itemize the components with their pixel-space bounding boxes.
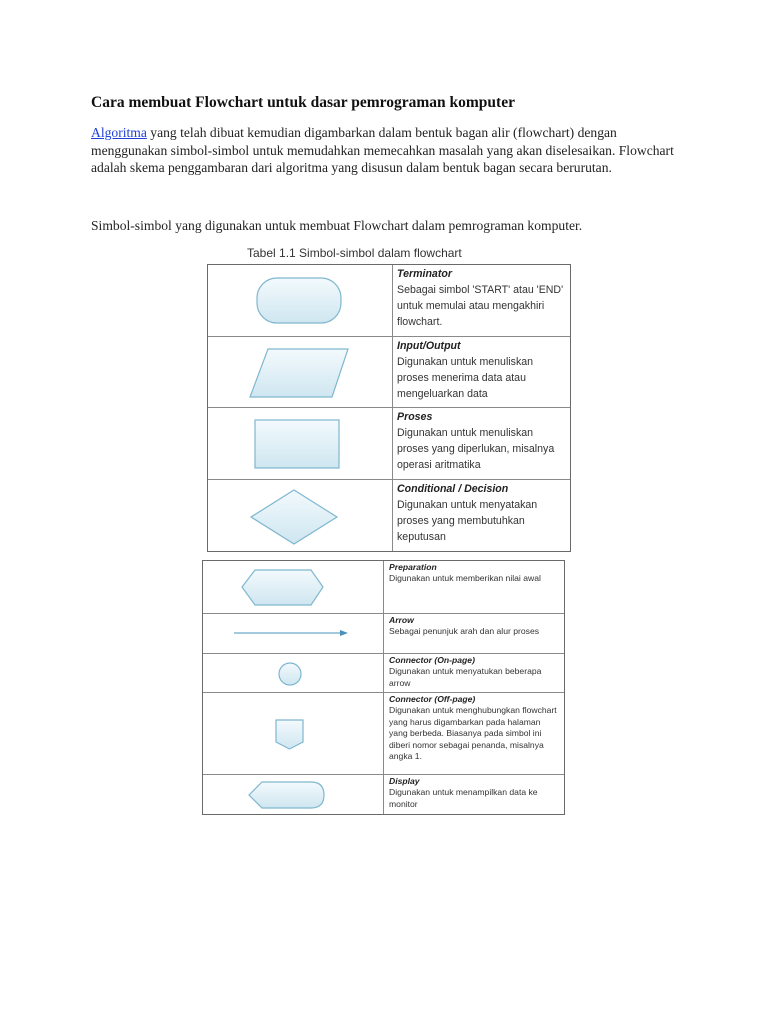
table-row-terminator [208, 265, 570, 337]
decision-shape-icon [208, 480, 392, 551]
symbol-name: Arrow [389, 615, 414, 625]
off-page-connector-shape-icon [203, 693, 383, 774]
symbol-description: Sebagai penunjuk arah dan alur proses [389, 626, 540, 637]
symbol-description: Digunakan untuk menghubungkan flowchart yang harus digambarkan pada halaman yang berbeda. Biasanya pada simbol ini diberi nomor sebagai penanda, misalnya angka 1. [389, 705, 557, 762]
row-text [389, 694, 561, 762]
input-output-shape-icon [208, 337, 392, 407]
symbol-name: Terminator [397, 268, 452, 280]
table-row-decision [208, 480, 570, 551]
process-shape-icon [208, 408, 392, 479]
row-text [389, 562, 561, 585]
preparation-shape-icon [203, 561, 383, 613]
row-text [389, 615, 561, 638]
symbol-name: Connector (Off-page) [389, 694, 476, 704]
row-text [397, 409, 567, 473]
symbols-table-2 [202, 560, 565, 815]
symbols-intro-paragraph: Simbol-simbol yang digunakan untuk membuat Flowchart dalam pemrograman komputer. [91, 218, 583, 233]
intro-text: yang telah dibuat kemudian digambarkan dalam bentuk bagan alir (flowchart) dengan menggunakan simbol-simbol untuk memudahkan memecahkan masalah yang akan diselesaikan. Flowchart adalah skema penggambaran dari algoritma yang disusun dalam bentuk bagan secara berurutan. [91, 125, 674, 175]
symbol-name: Input/Output [397, 340, 461, 352]
table-caption: Tabel 1.1 Simbol-simbol dalam flowchart [247, 246, 462, 260]
display-shape-icon [203, 775, 383, 814]
arrow-shape-icon [203, 614, 383, 653]
table-row-input-output [208, 337, 570, 408]
symbol-description: Digunakan untuk menuliskan proses yang diperlukan, misalnya operasi aritmatika [397, 427, 555, 471]
table-row-preparation [203, 561, 564, 614]
symbol-description: Digunakan untuk menyatakan proses yang membutuhkan keputusan [397, 499, 538, 543]
symbol-description: Digunakan untuk menuliskan proses menerima data atau mengeluarkan data [397, 356, 534, 400]
symbol-name: Connector (On-page) [389, 655, 475, 665]
row-text [389, 776, 561, 810]
row-text [397, 338, 567, 402]
table-row-process [208, 408, 570, 480]
table-row-off-page-connector [203, 693, 564, 775]
row-text [397, 481, 567, 545]
symbol-name: Preparation [389, 562, 437, 572]
row-text [397, 266, 567, 330]
symbol-name: Display [389, 776, 420, 786]
terminator-shape-icon [208, 265, 392, 336]
table-row-on-page-connector [203, 654, 564, 693]
intro-paragraph [91, 124, 691, 177]
algoritma-link[interactable]: Algoritma [91, 125, 147, 140]
symbol-description: Sebagai simbol 'START' atau 'END' untuk memulai atau mengakhiri flowchart. [397, 284, 564, 328]
symbol-description: Digunakan untuk menampilkan data ke monitor [389, 787, 538, 809]
symbol-description: Digunakan untuk menyatukan beberapa arrow [389, 666, 542, 688]
row-text [389, 655, 561, 689]
symbols-table-1 [207, 264, 571, 552]
symbol-description: Digunakan untuk memberikan nilai awal [389, 573, 541, 584]
symbol-name: Conditional / Decision [397, 483, 509, 495]
table-row-arrow [203, 614, 564, 654]
page-title: Cara membuat Flowchart untuk dasar pemrograman komputer [91, 94, 515, 111]
on-page-connector-shape-icon [203, 654, 383, 692]
symbol-name: Proses [397, 411, 433, 423]
table-row-display [203, 775, 564, 814]
